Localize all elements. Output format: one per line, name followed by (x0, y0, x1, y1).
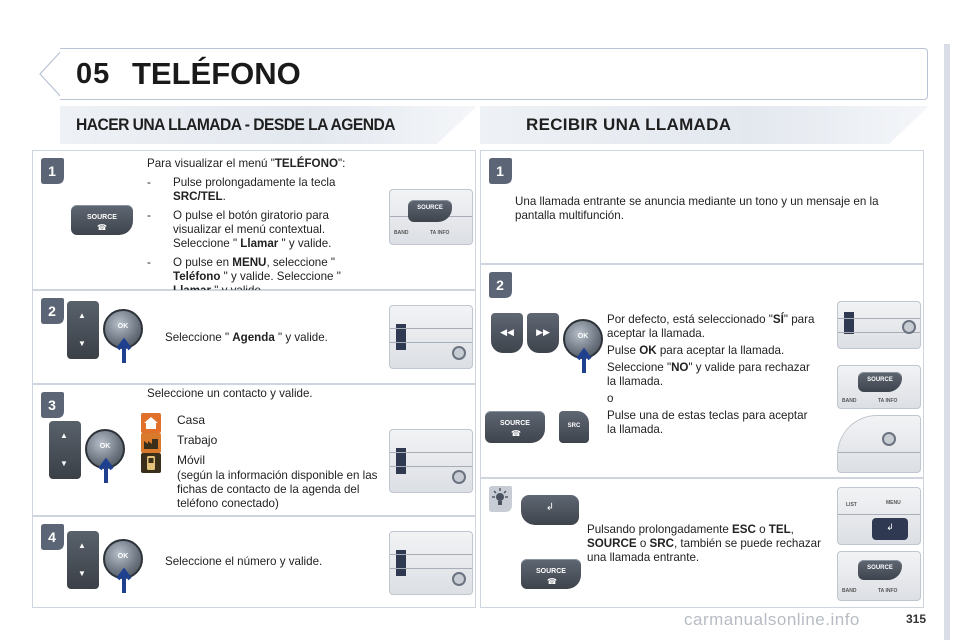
svg-text:3: 3 (48, 397, 56, 413)
steering-source-controls-image: SOURCE BAND TA INFO (389, 189, 473, 245)
bullet-item: - O pulse en MENU, seleccione " Teléfono " y valide. Seleccione " (147, 256, 341, 283)
svg-text:4: 4 (48, 529, 56, 545)
contact-option-home: Casa (177, 413, 206, 427)
seek-buttons-image: ◀◀ ▶▶ (491, 313, 561, 353)
left-step-3-text: Seleccione un contacto y valide. (147, 387, 313, 400)
radio-console-image (837, 301, 921, 349)
source-button-image: SOURCE ☎ (485, 411, 545, 443)
rotary-knob-image: ▲ ▼ OK (67, 301, 157, 363)
ok-knob-image: OK (527, 311, 617, 373)
svg-text:1: 1 (496, 163, 504, 179)
chapter-number: 05 (76, 58, 111, 90)
step-2-badge (39, 297, 65, 325)
page-edge-rail (944, 44, 950, 640)
right-tip-panel (480, 478, 924, 608)
left-step-1-panel (32, 150, 476, 290)
esc-button-image: ↲ (521, 495, 579, 525)
step-1-badge (487, 157, 513, 185)
section-heading-receive-call (480, 106, 928, 144)
left-step-3-panel (32, 384, 476, 516)
section-title-make-call: HACER UNA LLAMADA - DESDE LA AGENDA (76, 115, 395, 134)
section-heading-make-call (60, 106, 476, 144)
right-step-1-text: Una llamada entrante se anuncia mediante un tono y un mensaje en la pantalla multifunción. (515, 195, 879, 222)
svg-text:2: 2 (48, 303, 56, 319)
step-3-badge (39, 391, 65, 419)
steering-source-controls-image: SOURCE BAND TA INFO (837, 365, 921, 409)
step-1-badge (39, 157, 65, 185)
bullet-item: - Pulse prolongadamente la tecla SRC/TEL. (147, 176, 336, 203)
left-step-1-text: Para visualizar el menú "TELÉFONO": - Pulse prolongadamente la tecla SRC/TEL. - O pulse el botón giratorio para visualizar el menú contextual. Seleccione " Llamar " y valide. - O pulse en MENU, seleccione " Teléfono " y valide. Seleccione " (147, 157, 379, 298)
svg-text:2: 2 (496, 277, 504, 293)
left-step-4-panel (32, 516, 476, 608)
page-number: 315 (906, 612, 927, 626)
rotary-knob-image: ▲ ▼ OK (67, 531, 157, 593)
lightbulb-icon (487, 485, 513, 513)
left-step-4-text: Seleccione el número y valide. (165, 555, 323, 568)
contact-option-mobile: Móvil (177, 453, 206, 467)
radio-console-image (389, 531, 473, 595)
section-title-receive-call: RECIBIR UNA LLAMADA (526, 115, 732, 134)
right-step-1-panel (480, 150, 924, 264)
contact-note: (según la información disponible en las fichas de contacto de la agenda del teléfono conectado) (177, 469, 378, 510)
reject-call-text: Pulsando prolongadamente ESC o TEL, SOURCE o SRC, también se puede rechazar una llamada entrante. (587, 523, 821, 564)
bullet-item: - O pulse el botón giratorio para visualizar el menú contextual. Seleccione " Llamar " y valide. (147, 209, 332, 250)
radio-console-image (389, 429, 473, 493)
watermark: carmanualsonline.info (684, 610, 860, 629)
left-step-2-panel (32, 290, 476, 384)
contact-option-work: Trabajo (177, 433, 218, 447)
step-2-badge (487, 271, 513, 299)
right-step-2-panel (480, 264, 924, 478)
left-step-2-text: Seleccione " Agenda " y valide. (165, 331, 328, 344)
source-button-image: SOURCE ☎ (71, 205, 133, 235)
radio-menu-console-image: LIST MENU ↲ (837, 487, 921, 545)
chapter-title: TELÉFONO (132, 56, 301, 91)
step-4-badge (39, 523, 65, 551)
rotary-knob-image: ▲ ▼ OK (49, 421, 139, 483)
radio-console-image (389, 305, 473, 369)
home-icon (141, 413, 161, 433)
steering-wheel-controls-image (837, 415, 921, 473)
mobile-phone-icon (141, 453, 161, 473)
steering-source-controls-image: SOURCE BAND TA INFO (837, 551, 921, 601)
src-button-image: SRC (559, 411, 589, 443)
source-button-image: SOURCE ☎ (521, 559, 581, 589)
svg-text:1: 1 (48, 163, 56, 179)
work-icon (141, 433, 161, 453)
right-step-2-text: Por defecto, está seleccionado "SÍ" para aceptar la llamada. Pulse OK para aceptar la llamada. Seleccione "NO" y valide para rechazar la llamada. o Pulse una de estas teclas para aceptar la llamada. (607, 313, 815, 436)
